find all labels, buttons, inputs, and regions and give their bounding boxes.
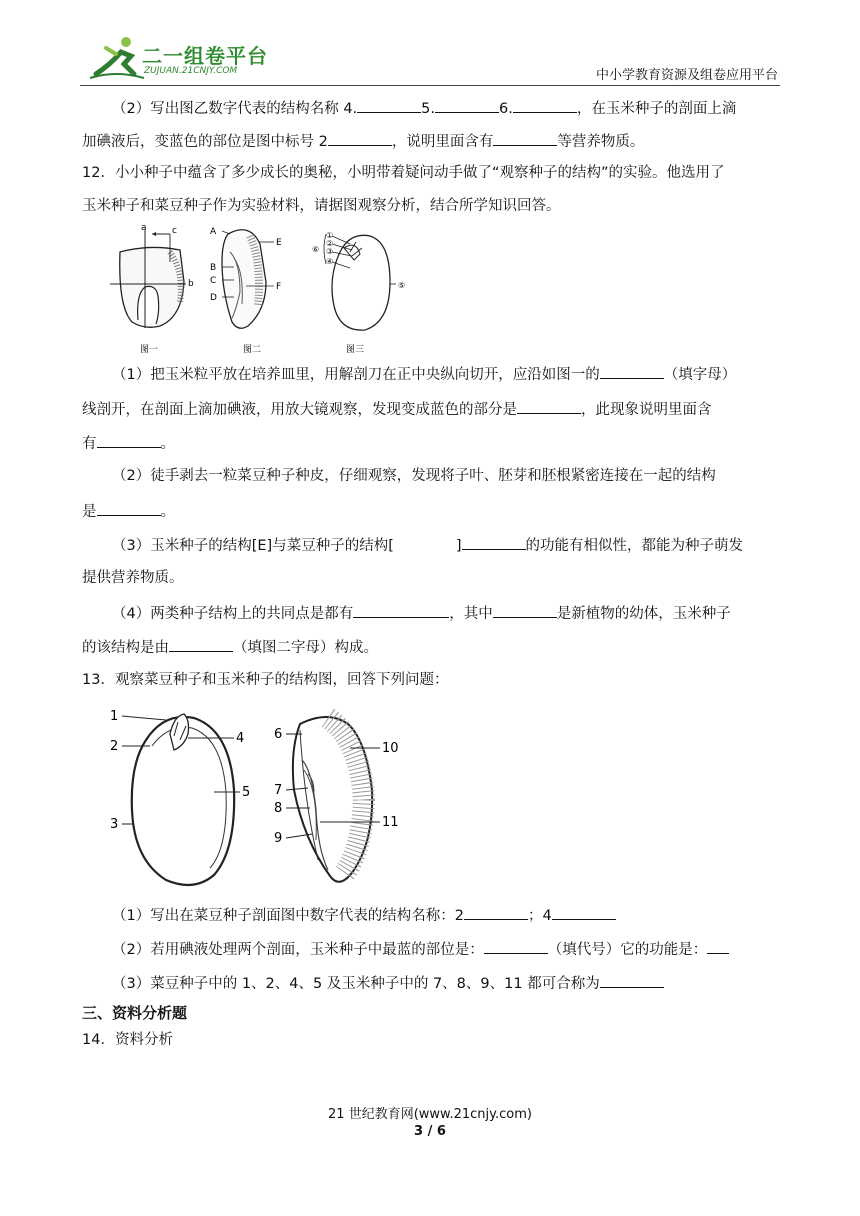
label-8: 8 xyxy=(274,801,283,816)
q11-line1: （2）写出图乙数字代表的结构名称 4. 5. 6. ，在玉米种子的剖面上滴 xyxy=(112,97,812,119)
q12-p3-line1: （3）玉米种子的结构[E]与菜豆种子的结构[ ] 的功能有相似性，都能为种子萌发 xyxy=(112,534,812,556)
label-4: 4 xyxy=(236,731,245,746)
q12-p1-line1: （1）把玉米粒平放在培养皿里，用解剖刀在正中央纵向切开，应沿如图一的 （填字母） xyxy=(112,363,812,385)
label-C: C xyxy=(210,276,217,286)
q12-figures xyxy=(100,222,420,357)
answer-blank[interactable] xyxy=(328,130,392,146)
q13-figures xyxy=(104,700,424,895)
label-7: 7 xyxy=(274,783,283,798)
header-divider xyxy=(80,85,780,86)
q12-p1-line2: 线剖开，在剖面上滴加碘液，用放大镜观察，发现变成蓝色的部分是 ，此现象说明里面含 xyxy=(82,398,782,420)
label-n1: ① xyxy=(326,231,334,240)
answer-blank[interactable] xyxy=(493,602,557,618)
q13-p3: （3）菜豆种子中的 1、2、4、5 及玉米种子中的 7、8、9、11 都可合称为 xyxy=(112,972,812,994)
label-B: B xyxy=(210,263,217,273)
label-5: 5 xyxy=(242,785,251,800)
label-n6: ⑥ xyxy=(312,245,320,254)
label-E: E xyxy=(276,238,282,248)
label-F: F xyxy=(276,282,282,292)
label-2: 2 xyxy=(110,739,119,754)
answer-blank[interactable] xyxy=(169,636,233,652)
label-6: 6 xyxy=(274,727,283,742)
answer-blank[interactable] xyxy=(462,534,526,550)
q13-p1: （1）写出在菜豆种子剖面图中数字代表的结构名称：2 ；4 xyxy=(112,904,812,926)
fig1-caption: 图一 xyxy=(140,345,159,355)
label-n2: ② xyxy=(326,239,334,248)
q14-stem: 14．资料分析 xyxy=(82,1032,173,1048)
section-heading: 三、资料分析题 xyxy=(82,1004,188,1022)
bean-seed-diagram xyxy=(110,709,250,885)
label-c: c xyxy=(172,226,177,236)
q12-p2-line1: （2）徒手剥去一粒菜豆种子种皮，仔细观察，发现将子叶、胚芽和胚根紧密连接在一起的结构 xyxy=(112,468,716,484)
q12-p4-line1: （4）两类种子结构上的共同点是都有 ，其中 是新植物的幼体，玉米种子 xyxy=(112,602,812,624)
figure3-bean-seed xyxy=(312,231,405,355)
answer-blank[interactable] xyxy=(517,398,581,414)
answer-blank[interactable] xyxy=(484,938,548,954)
answer-blank[interactable] xyxy=(435,97,499,113)
q13-stem: 13．观察菜豆种子和玉米种子的结构图，回答下列问题： xyxy=(82,672,449,688)
answer-blank[interactable] xyxy=(493,130,557,146)
q11-line2: 加碘液后，变蓝色的部位是图中标号 2 ，说明里面含有 等营养物质。 xyxy=(82,130,782,152)
answer-blank[interactable] xyxy=(707,938,729,954)
q12-p2-line2: 是 。 xyxy=(82,500,782,522)
label-b: b xyxy=(188,279,194,289)
q12-p3-line2: 提供营养物质。 xyxy=(82,570,184,586)
platform-name: 中小学教育资源及组卷应用平台 xyxy=(595,68,778,83)
figure2-corn-section xyxy=(210,227,282,355)
label-1: 1 xyxy=(110,709,119,724)
answer-blank[interactable] xyxy=(600,972,664,988)
logo-runner-icon xyxy=(86,34,146,84)
label-A: A xyxy=(210,227,217,237)
label-n5: ⑤ xyxy=(398,281,406,290)
answer-blank[interactable] xyxy=(357,97,421,113)
figure1-corn-kernel xyxy=(110,223,194,355)
logo-text: 二一组卷平台 xyxy=(142,44,268,68)
answer-blank[interactable] xyxy=(464,904,528,920)
answer-blank[interactable] xyxy=(552,904,616,920)
logo-subtext: ZUJUAN.21CNJY.COM xyxy=(144,66,238,76)
q12-stem-line1: 12．小小种子中蕴含了多少成长的奥秘，小明带着疑问动手做了“观察种子的结构”的实验。他选用了 xyxy=(82,165,725,181)
label-3: 3 xyxy=(110,817,119,832)
answer-blank[interactable] xyxy=(97,500,161,516)
label-D: D xyxy=(210,293,217,303)
label-n3: ③ xyxy=(326,247,334,256)
answer-blank[interactable] xyxy=(97,432,161,448)
fig2-caption: 图二 xyxy=(243,345,262,355)
label-n4: ④ xyxy=(326,257,334,266)
footer-site: 21 世纪教育网(www.21cnjy.com) xyxy=(328,1107,532,1122)
answer-blank[interactable] xyxy=(600,363,664,379)
page-number: 3 / 6 xyxy=(414,1124,446,1139)
q12-p4-line2: 的该结构是由 （填图二字母）构成。 xyxy=(82,636,782,658)
corn-seed-diagram xyxy=(274,717,399,882)
answer-blank[interactable] xyxy=(353,602,449,618)
label-a: a xyxy=(141,223,147,233)
q12-p1-line3: 有 。 xyxy=(82,432,782,454)
answer-blank[interactable] xyxy=(513,97,577,113)
fig3-caption: 图三 xyxy=(346,345,365,355)
label-10: 10 xyxy=(382,741,399,756)
q13-p2: （2）若用碘液处理两个剖面，玉米种子中最蓝的部位是： （填代号）它的功能是： xyxy=(112,938,812,960)
label-11: 11 xyxy=(382,815,399,830)
q12-stem-line2: 玉米种子和菜豆种子作为实验材料，请据图观察分析，结合所学知识回答。 xyxy=(82,198,561,214)
label-9: 9 xyxy=(274,831,283,846)
